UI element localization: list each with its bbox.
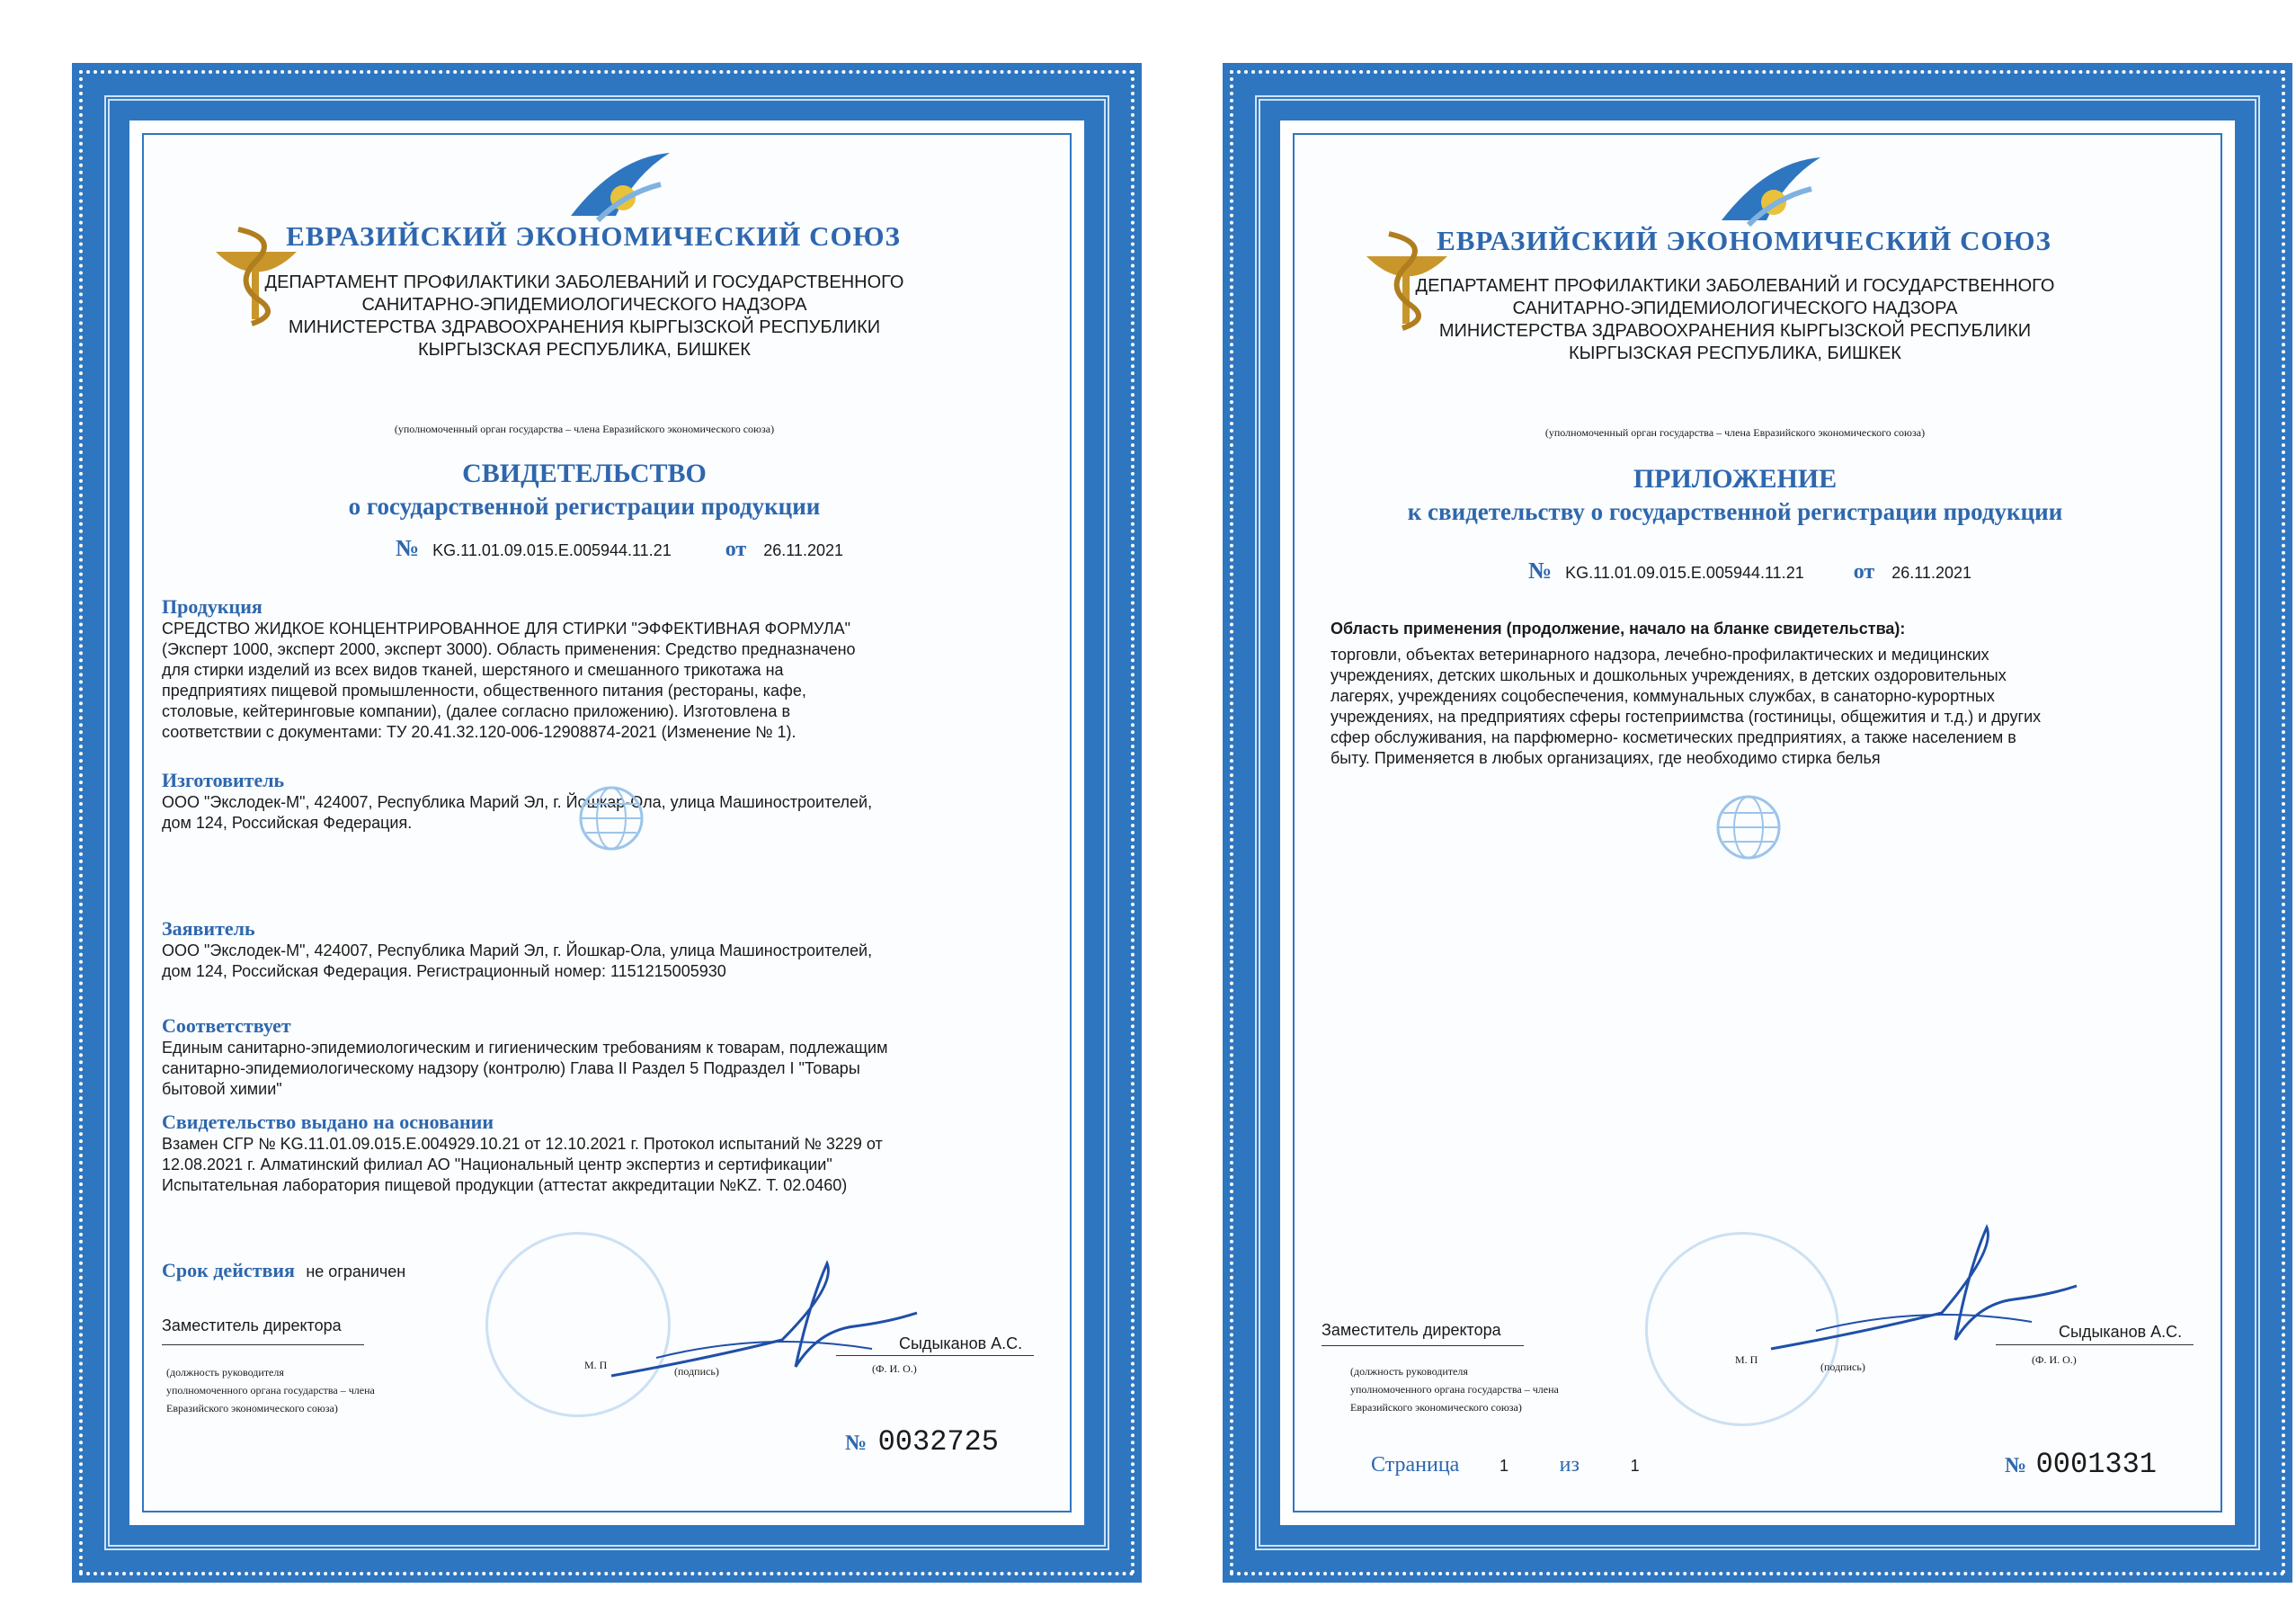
text-line: торговли, объектах ветеринарного надзора, лечебно-профилактических и медицинских xyxy=(1330,646,1989,664)
number-sign: № xyxy=(2005,1454,2027,1477)
section-conformity xyxy=(162,1014,1061,1100)
validity-label: Срок действия xyxy=(162,1259,295,1281)
text-line: предприятиях пищевой промышленности, общественного питания (рестораны, кафе, xyxy=(162,682,806,700)
text-line: быту. Применяется в любых организациях, где необходимо стирка белья xyxy=(1330,749,1881,767)
signer-position: Заместитель директора xyxy=(162,1316,342,1334)
certificate-date: 26.11.2021 xyxy=(1891,564,1971,582)
authority-note: (уполномоченный орган государства – члена Евразийского экономического союза) xyxy=(1544,426,1926,439)
page-number: 1 xyxy=(1499,1457,1508,1475)
text-line: Взамен СГР № KG.11.01.09.015.Е.004929.10.21 от 12.10.2021 г. Протокол испытаний № 3229 от xyxy=(162,1135,883,1153)
department-line: САНИТАРНО-ЭПИДЕМИОЛОГИЧЕСКОГО НАДЗОРА xyxy=(361,295,807,315)
validity-value: не ограничен xyxy=(306,1263,406,1280)
of-label: из xyxy=(1559,1453,1580,1477)
form-number-value: 0032725 xyxy=(877,1425,999,1459)
name-line xyxy=(836,1355,1034,1356)
signer-name: Сыдыканов А.С. xyxy=(899,1334,1023,1352)
text-line: учреждениях, детских школьных и дошкольных учреждениях, в детских оздоровительных xyxy=(1330,666,2007,684)
form-number xyxy=(2005,1448,2157,1481)
scope-text xyxy=(1330,645,2194,769)
name-caption: (Ф. И. О.) xyxy=(872,1362,917,1375)
text-line: соответствии с документами: ТУ 20.41.32.120-006-12908874-2021 (Изменение № 1). xyxy=(162,723,796,741)
union-title: ЕВРАЗИЙСКИЙ ЭКОНОМИЧЕСКИЙ СОЮЗ xyxy=(286,220,901,252)
number-sign: № xyxy=(1528,558,1553,584)
position-line xyxy=(1322,1345,1524,1346)
department-line: КЫРГЫЗСКАЯ РЕСПУБЛИКА, БИШКЕК xyxy=(1569,344,1901,363)
eaeu-logo-icon xyxy=(1713,153,1829,234)
section-applicant xyxy=(162,917,1061,982)
page-label: Страница xyxy=(1371,1453,1460,1477)
text-line: бытовой химии" xyxy=(162,1080,282,1098)
section-product xyxy=(162,595,1061,743)
section-text xyxy=(162,941,1061,982)
section-text xyxy=(162,619,1061,743)
text-line: 12.08.2021 г. Алматинский филиал АО "Национальный центр экспертиз и сертификации" xyxy=(162,1156,832,1173)
text-line: лагерях, учреждениях соцобеспечения, коммунальных службах, в санаторно-курортных xyxy=(1330,687,1995,705)
department-line: МИНИСТЕРСТВА ЗДРАВООХРАНЕНИЯ КЫРГЫЗСКОЙ РЕСПУБЛИКИ xyxy=(1438,321,2032,341)
caption-line: Евразийского экономического союза) xyxy=(1350,1401,1522,1414)
number-sign: № xyxy=(845,1432,868,1455)
text-line: ООО "Экслодек-М", 424007, Республика Марий Эл, г. Йошкар-Ола, улица Машиностроителей, xyxy=(162,793,873,811)
authority-note: (уполномоченный орган государства – члена Евразийского экономического союза) xyxy=(394,423,775,435)
position-caption xyxy=(1350,1362,1559,1416)
position-line xyxy=(162,1344,364,1345)
text-line: столовые, кейтеринговые компании), (далее согласно приложению). Изготовлена в xyxy=(162,702,791,720)
from-label: от xyxy=(725,538,747,561)
section-text xyxy=(162,1038,1061,1100)
certificate-number: KG.11.01.09.015.Е.005944.11.21 xyxy=(432,541,672,559)
signature-caption: (подпись) xyxy=(1820,1361,1865,1373)
scope-heading: Область применения (продолжение, начало на бланке свидетельства): xyxy=(1330,620,1906,638)
text-line: дом 124, Российская Федерация. Регистрационный номер: 1151215005930 xyxy=(162,962,726,980)
appendix-sheet xyxy=(1223,63,2292,1583)
department-line: ДЕПАРТАМЕНТ ПРОФИЛАКТИКИ ЗАБОЛЕВАНИЙ И ГОСУДАРСТВЕННОГО xyxy=(1415,276,2055,296)
section-text xyxy=(162,1134,1061,1196)
text-line: санитарно-эпидемиологическому надзору (контролю) Глава II Раздел 5 Подраздел I "Товары xyxy=(162,1059,860,1077)
department-line: КЫРГЫЗСКАЯ РЕСПУБЛИКА, БИШКЕК xyxy=(418,340,751,360)
signature xyxy=(602,1250,926,1403)
document-title: ПРИЛОЖЕНИЕ xyxy=(1633,464,1838,494)
form-number xyxy=(845,1425,999,1459)
department-header xyxy=(1330,275,2140,365)
text-line: учреждениях, на предприятиях сферы гостеприимства (гостиницы, общежития и т.д.) и других xyxy=(1330,708,2042,726)
document-title: СВИДЕТЕЛЬСТВО xyxy=(462,459,707,488)
text-line: дом 124, Российская Федерация. xyxy=(162,814,413,832)
number-sign: № xyxy=(396,535,420,561)
caption-line: (должность руководителя xyxy=(166,1366,284,1379)
name-line xyxy=(1996,1344,2194,1345)
text-line: СРЕДСТВО ЖИДКОЕ КОНЦЕНТРИРОВАННОЕ ДЛЯ СТИРКИ "ЭФФЕКТИВНАЯ ФОРМУЛА" xyxy=(162,620,851,638)
globe-watermark-icon xyxy=(1713,791,1784,863)
text-line: Единым санитарно-эпидемиологическим и гигиеническим требованиям к товарам, подлежащим xyxy=(162,1039,888,1057)
scope-section xyxy=(1330,619,2194,769)
section-heading: Соответствует xyxy=(162,1014,291,1037)
document-subtitle: к свидетельству о государственной регистрации продукции xyxy=(1407,498,2063,525)
validity-row xyxy=(162,1259,405,1282)
caption-line: уполномоченного органа государства – члена xyxy=(166,1384,375,1396)
certificate-date: 26.11.2021 xyxy=(763,541,843,559)
form-number-value: 0001331 xyxy=(2035,1448,2157,1481)
from-label: от xyxy=(1853,560,1875,584)
page-counter xyxy=(1371,1452,1640,1477)
stamp-caption: М. П xyxy=(584,1359,608,1371)
text-line: (Эксперт 1000, эксперт 2000, эксперт 3000). Область применения: Средство предназначено xyxy=(162,640,856,658)
caption-line: (должность руководителя xyxy=(1350,1365,1468,1378)
text-line: ООО "Экслодек-М", 424007, Республика Марий Эл, г. Йошкар-Ола, улица Машиностроителей, xyxy=(162,941,873,959)
caption-line: уполномоченного органа государства – члена xyxy=(1350,1383,1559,1396)
department-line: САНИТАРНО-ЭПИДЕМИОЛОГИЧЕСКОГО НАДЗОРА xyxy=(1512,299,1958,318)
certificate-number-row xyxy=(1528,558,1971,584)
eaeu-logo-icon xyxy=(562,148,679,229)
signer-name: Сыдыканов А.С. xyxy=(2059,1323,2183,1341)
certificate-number: KG.11.01.09.015.Е.005944.11.21 xyxy=(1565,564,1804,582)
document-subtitle: о государственной регистрации продукции xyxy=(348,493,821,520)
certificate-number-row xyxy=(396,535,843,562)
signer-position: Заместитель директора xyxy=(1322,1321,1501,1339)
department-line: ДЕПАРТАМЕНТ ПРОФИЛАКТИКИ ЗАБОЛЕВАНИЙ И ГОСУДАРСТВЕННОГО xyxy=(264,272,904,292)
section-heading: Продукция xyxy=(162,595,263,618)
position-caption xyxy=(166,1363,375,1417)
department-line: МИНИСТЕРСТВА ЗДРАВООХРАНЕНИЯ КЫРГЫЗСКОЙ РЕСПУБЛИКИ xyxy=(288,317,881,337)
section-basis xyxy=(162,1111,1061,1196)
department-header xyxy=(180,272,989,361)
section-heading: Заявитель xyxy=(162,917,255,940)
text-line: Испытательная лаборатория пищевой продукции (аттестат аккредитации №KZ. Т. 02.0460) xyxy=(162,1176,848,1194)
union-title: ЕВРАЗИЙСКИЙ ЭКОНОМИЧЕСКИЙ СОЮЗ xyxy=(1437,225,2051,256)
name-caption: (Ф. И. О.) xyxy=(2032,1353,2077,1366)
globe-watermark-icon xyxy=(575,782,647,854)
page-total: 1 xyxy=(1630,1457,1640,1475)
section-heading: Свидетельство выдано на основании xyxy=(162,1111,494,1133)
text-line: сфер обслуживания, на парфюмерно- косметических предприятиях, а также населением в xyxy=(1330,728,2016,746)
certificate-sheet xyxy=(72,63,1142,1583)
section-heading: Изготовитель xyxy=(162,769,285,791)
signature-caption: (подпись) xyxy=(674,1365,719,1378)
stamp-caption: М. П xyxy=(1735,1353,1758,1366)
text-line: для стирки изделий из всех видов тканей, шерстяного и смешанного трикотажа на xyxy=(162,661,784,679)
caption-line: Евразийского экономического союза) xyxy=(166,1402,338,1414)
